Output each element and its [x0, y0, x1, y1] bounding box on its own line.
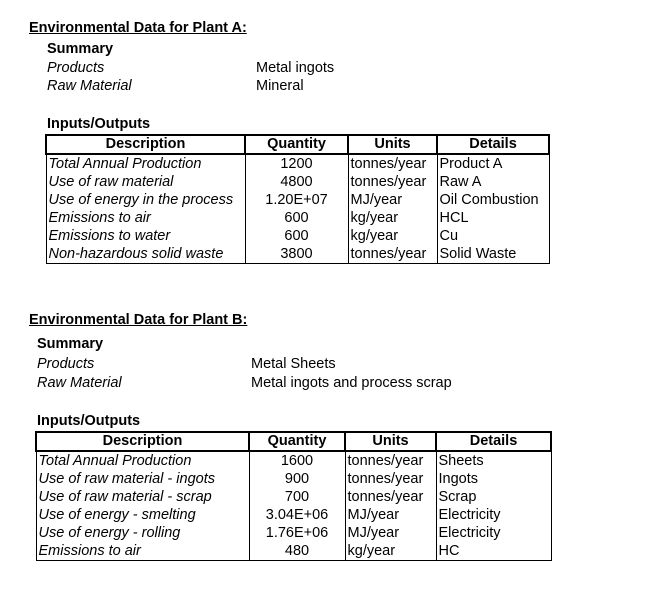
- row-details: Oil Combustion: [437, 191, 549, 209]
- table-row: [46, 227, 549, 245]
- row-units: kg/year: [345, 542, 436, 561]
- header-description: Description: [46, 135, 245, 154]
- row-units: tonnes/year: [345, 488, 436, 506]
- table-row: [36, 542, 551, 561]
- table-row: [46, 173, 549, 191]
- row-description: Total Annual Production: [46, 154, 245, 173]
- row-details: Electricity: [436, 506, 551, 524]
- row-quantity: 600: [245, 209, 348, 227]
- row-description: Emissions to air: [36, 542, 249, 561]
- row-details: Solid Waste: [437, 245, 549, 264]
- row-details: Cu: [437, 227, 549, 245]
- row-description: Emissions to water: [46, 227, 245, 245]
- header-details: Details: [437, 135, 549, 154]
- row-description: Use of raw material - ingots: [36, 470, 249, 488]
- row-units: MJ/year: [348, 191, 437, 209]
- plant-a-products-label: Products: [47, 60, 105, 76]
- row-units: tonnes/year: [348, 173, 437, 191]
- row-units: tonnes/year: [348, 154, 437, 173]
- row-quantity: 3.04E+06: [249, 506, 345, 524]
- row-details: Raw A: [437, 173, 549, 191]
- row-units: tonnes/year: [345, 470, 436, 488]
- plant-b-summary-label: Summary: [37, 336, 104, 352]
- row-units: MJ/year: [345, 524, 436, 542]
- table-row: [46, 209, 549, 227]
- plant-b-raw-material-label: Raw Material: [37, 375, 122, 391]
- row-details: Electricity: [436, 524, 551, 542]
- row-quantity: 4800: [245, 173, 348, 191]
- row-quantity: 1.20E+07: [245, 191, 348, 209]
- row-description: Use of energy - rolling: [36, 524, 249, 542]
- row-details: Scrap: [436, 488, 551, 506]
- row-quantity: 1.76E+06: [249, 524, 345, 542]
- table-row: [46, 154, 549, 173]
- header-quantity: Quantity: [245, 135, 348, 154]
- row-quantity: 1600: [249, 451, 345, 470]
- header-quantity: Quantity: [249, 432, 345, 451]
- plant-a-raw-material-value: Mineral: [256, 78, 304, 94]
- row-description: Use of raw material - scrap: [36, 488, 249, 506]
- plant-b-raw-material-value: Metal ingots and process scrap: [251, 375, 452, 391]
- row-quantity: 1200: [245, 154, 348, 173]
- row-description: Non-hazardous solid waste: [46, 245, 245, 264]
- table-row: [36, 524, 551, 542]
- row-quantity: 600: [245, 227, 348, 245]
- row-units: kg/year: [348, 227, 437, 245]
- plant-b-table: [35, 431, 552, 561]
- row-description: Use of raw material: [46, 173, 245, 191]
- row-details: Product A: [437, 154, 549, 173]
- plant-a-io-label: Inputs/Outputs: [47, 116, 151, 132]
- row-quantity: 480: [249, 542, 345, 561]
- table-row: [36, 506, 551, 524]
- table-row: [36, 488, 551, 506]
- row-quantity: 3800: [245, 245, 348, 264]
- row-description: Use of energy - smelting: [36, 506, 249, 524]
- table-header-row: [46, 135, 549, 154]
- plant-a-summary-label: Summary: [47, 41, 114, 57]
- row-description: Total Annual Production: [36, 451, 249, 470]
- row-details: HCL: [437, 209, 549, 227]
- header-details: Details: [436, 432, 551, 451]
- table-row: [36, 470, 551, 488]
- table-row: [36, 451, 551, 470]
- header-units: Units: [345, 432, 436, 451]
- row-units: MJ/year: [345, 506, 436, 524]
- plant-a-raw-material-label: Raw Material: [47, 78, 132, 94]
- plant-b-io-label: Inputs/Outputs: [37, 413, 141, 429]
- table-row: [46, 191, 549, 209]
- row-units: tonnes/year: [348, 245, 437, 264]
- row-quantity: 900: [249, 470, 345, 488]
- plant-a-title: Environmental Data for Plant A:: [29, 20, 247, 36]
- row-details: Ingots: [436, 470, 551, 488]
- row-quantity: 700: [249, 488, 345, 506]
- plant-b-title: Environmental Data for Plant B:: [29, 312, 248, 328]
- table-row: [46, 245, 549, 264]
- row-units: tonnes/year: [345, 451, 436, 470]
- header-units: Units: [348, 135, 437, 154]
- row-description: Emissions to air: [46, 209, 245, 227]
- header-description: Description: [36, 432, 249, 451]
- row-details: Sheets: [436, 451, 551, 470]
- row-units: kg/year: [348, 209, 437, 227]
- plant-b-products-label: Products: [37, 356, 95, 372]
- table-header-row: [36, 432, 551, 451]
- row-description: Use of energy in the process: [46, 191, 245, 209]
- plant-b-products-value: Metal Sheets: [251, 356, 336, 372]
- row-details: HC: [436, 542, 551, 561]
- plant-a-products-value: Metal ingots: [256, 60, 335, 76]
- plant-a-table: [45, 134, 550, 264]
